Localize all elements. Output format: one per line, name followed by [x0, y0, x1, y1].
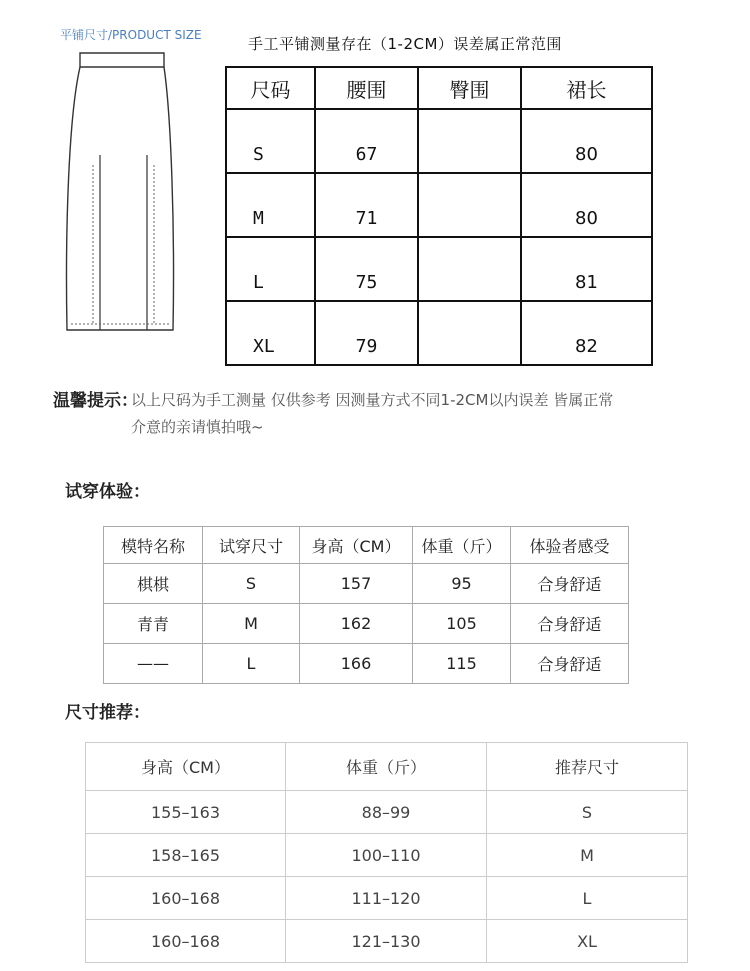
- cell-height: 162: [300, 604, 413, 644]
- cell-model: 棋棋: [104, 564, 203, 604]
- table-row: [104, 604, 629, 644]
- table-row: [86, 791, 688, 834]
- cell-size: S: [226, 109, 315, 173]
- cell-size: M: [226, 173, 315, 237]
- cell-trial-size: S: [203, 564, 300, 604]
- cell-recommended-size: M: [487, 834, 688, 877]
- cell-weight: 88–99: [286, 791, 487, 834]
- table-row: [226, 173, 652, 237]
- cell-trial-size: M: [203, 604, 300, 644]
- cell-waist: 75: [315, 237, 418, 301]
- header-hip: 臀围: [418, 67, 521, 109]
- header-length: 裙长: [521, 67, 652, 109]
- header-height: 身高（CM）: [300, 527, 413, 564]
- skirt-illustration: [55, 45, 185, 335]
- cell-height: 155–163: [86, 791, 286, 834]
- header-height: 身高（CM）: [86, 743, 286, 791]
- header-feedback: 体验者感受: [511, 527, 629, 564]
- recommend-table-header: [86, 743, 688, 791]
- header-model: 模特名称: [104, 527, 203, 564]
- measure-note: 手工平铺测量存在（1-2CM）误差属正常范围: [248, 35, 562, 53]
- table-row: [226, 237, 652, 301]
- header-weight: 体重（斤）: [286, 743, 487, 791]
- table-row: [86, 834, 688, 877]
- cell-size: L: [226, 237, 315, 301]
- cell-height: 160–168: [86, 877, 286, 920]
- header-trial-size: 试穿尺寸: [203, 527, 300, 564]
- trial-section-title: 试穿体验：: [65, 482, 150, 502]
- cell-trial-size: L: [203, 644, 300, 684]
- size-table: [225, 66, 653, 366]
- cell-recommended-size: L: [487, 877, 688, 920]
- cell-model: ——: [104, 644, 203, 684]
- product-size-label: 平铺尺寸/PRODUCT SIZE: [60, 28, 202, 42]
- cell-weight: 100–110: [286, 834, 487, 877]
- recommend-table: [85, 742, 688, 963]
- cell-weight: 95: [413, 564, 511, 604]
- cell-hip: [418, 109, 521, 173]
- cell-height: 158–165: [86, 834, 286, 877]
- table-row: [226, 109, 652, 173]
- cell-length: 80: [521, 109, 652, 173]
- tip-text: [131, 387, 741, 441]
- header-weight: 体重（斤）: [413, 527, 511, 564]
- cell-recommended-size: XL: [487, 920, 688, 963]
- tip-label: 温馨提示：: [53, 391, 138, 411]
- cell-weight: 111–120: [286, 877, 487, 920]
- table-row: [86, 877, 688, 920]
- trial-table: [103, 526, 629, 684]
- tip-line-2: 介意的亲请慎拍哦~: [131, 418, 264, 436]
- table-row: [226, 301, 652, 365]
- header-size: 尺码: [226, 67, 315, 109]
- cell-height: 157: [300, 564, 413, 604]
- header-waist: 腰围: [315, 67, 418, 109]
- cell-hip: [418, 301, 521, 365]
- cell-length: 80: [521, 173, 652, 237]
- cell-length: 82: [521, 301, 652, 365]
- cell-waist: 67: [315, 109, 418, 173]
- table-row: [104, 644, 629, 684]
- table-row: [86, 920, 688, 963]
- cell-weight: 115: [413, 644, 511, 684]
- trial-table-header: [104, 527, 629, 564]
- cell-waist: 79: [315, 301, 418, 365]
- cell-length: 81: [521, 237, 652, 301]
- cell-weight: 121–130: [286, 920, 487, 963]
- table-row: [104, 564, 629, 604]
- size-table-header: [226, 67, 652, 109]
- header-recommended-size: 推荐尺寸: [487, 743, 688, 791]
- cell-hip: [418, 173, 521, 237]
- cell-height: 166: [300, 644, 413, 684]
- cell-feedback: 合身舒适: [511, 564, 629, 604]
- cell-feedback: 合身舒适: [511, 604, 629, 644]
- cell-feedback: 合身舒适: [511, 644, 629, 684]
- tip-line-1: 以上尺码为手工测量 仅供参考 因测量方式不同1-2CM以内误差 皆属正常: [131, 391, 614, 409]
- recommend-section-title: 尺寸推荐：: [65, 703, 150, 723]
- cell-size: XL: [226, 301, 315, 365]
- cell-model: 青青: [104, 604, 203, 644]
- cell-height: 160–168: [86, 920, 286, 963]
- cell-hip: [418, 237, 521, 301]
- cell-waist: 71: [315, 173, 418, 237]
- cell-weight: 105: [413, 604, 511, 644]
- cell-recommended-size: S: [487, 791, 688, 834]
